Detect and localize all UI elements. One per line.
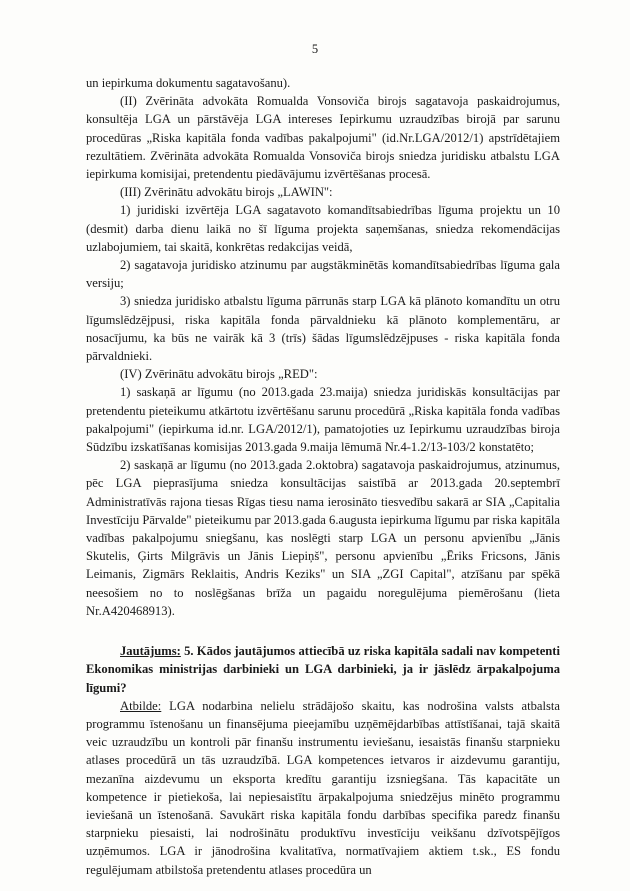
question-label: Jautājums: xyxy=(120,644,181,659)
paragraph-red-item-1: 1) saskaņā ar līgumu (no 2013.gada 23.maija) sniedza juridiskās konsultācijas par pretendentu pieteikumu atkārtotu izvērtēšanu sarunu procedūrā „Riska kapitāla fonda vadības pakalpojumi" (iepirkuma id.nr. LGA/2012/1), pamatojoties uz Iepirkumu uzraudzības biroja Sūdzību izskatīšanas komisijas 2013.gada 9.maija lēmumā Nr.4-1.2/13-103/2 konstatēto; xyxy=(86,385,560,455)
paragraph-red-heading: (IV) Zvērinātu advokātu birojs „RED": xyxy=(120,367,318,382)
document-body xyxy=(86,74,560,879)
paragraph-vonsovics: (II) Zvērināta advokāta Romualda Vonsoviča birojs sagatavoja paskaidrojumus, konsultēja LGA un pārstāvēja LGA intereses Iepirkumu uzraudzības birojā par sarunu procedūras „Riska kapitāla fonda vadības pakalpojumi" (id.Nr.LGA/2012/1) apstrīdētajiem rezultātiem. Zvērināta advokāta Romualda Vonsoviča birojs sniedza juridisku atbalstu LGA iepirkuma komisijai, pretendentu piedāvājumu izvērtēšanas procesā. xyxy=(86,94,560,182)
paragraph-lawin-heading: (III) Zvērinātu advokātu birojs „LAWIN": xyxy=(120,185,333,200)
answer-5 xyxy=(86,697,560,879)
section-gap xyxy=(86,620,560,642)
paragraph-red-item-2: 2) saskaņā ar līgumu (no 2013.gada 2.oktobra) sagatavoja paskaidrojumus, atzinumus, pēc LGA pieprasījuma sniedza konsultācijas saistībā ar 2013.gada 20.septembrī Administratīvās rajona tiesas Rīgas tiesu nama ierosināto tiesvedību sakarā ar SIA „Capitalia Investīciju Pārvalde" pieteikumu par 2013.gada 6.augusta iepirkuma līgumu par riska kapitāla vadības pakalpojumu sniegšanu, kas noslēgti starp LGA un personu apvienību „Jānis Skutelis, Ģirts Milgrāvis un Jānis Liepiņš", personu apvienību „Ēriks Fricsons, Jānis Leimanis, Zigmārs Reklaitis, Andris Keziks" un SIA „ZGI Capital", atzīšanu par spēkā neesošiem no to noslēgšanas brīža un pagaidu noregulējuma piemērošanu (lieta Nr.A420468913). xyxy=(86,458,560,618)
paragraph-lawin-item-2: 2) sagatavoja juridisko atzinumu par augstākminētās komandītsabiedrības līguma gala versiju; xyxy=(86,258,560,291)
page-number: 5 xyxy=(311,42,319,56)
paragraph-lawin-item-3: 3) sniedza juridisko atbalstu līguma pārrunās starp LGA kā plānoto komandītu un otru līgumslēdzējpusi, riska kapitāla fonda pārvaldnieku kā plānoto komplementāru, ar nosacījumu, ka būs ne vairāk kā 3 (trīs) šādas līgumslēdzējpuses - riska kapitāla fonda pārvaldniekі. xyxy=(86,294,560,364)
question-text: 5. Kādos jautājumos attiecībā uz riska kapitāla sadali nav kompetenti Ekonomikas ministrijas darbinieki un LGA darbinieki, ja ir jāslēdz ārpakalpojuma līgumi? xyxy=(86,644,560,695)
paragraph-continuation: un iepirkuma dokumentu sagatavošanu). xyxy=(86,76,291,90)
answer-label: Atbilde: xyxy=(120,698,162,713)
question-5 xyxy=(86,642,560,697)
paragraph-lawin-item-1: 1) juridiski izvērtēja LGA sagatavoto komandītsabiedrības līguma projektu un 10 (desmit) darba dienu laikā no šī līguma projekta saņemšanas, sniedza rekomendācijas uzlabojumiem, tai skaitā, konkrētas redakcijas veidā, xyxy=(86,203,560,254)
answer-text: LGA nodarbina nelielu strādājošo skaitu, kas nodrošina valsts atbalsta programmu īstenošanu un finansējuma pieejamību uzņēmējdarbības attīstīšanai, tajā skaitā veic uzraudzību un kontroli pār finanšu instrumentu ieviešanu, iesaistās finanšu starpnieku atlases procedūrā un tās uzraudzībā. LGA kompetences ietvaros ir aizdevumu garantiju, mezanīna aizdevumu un eksporta kredītu garantiju izsniegšana. Tās kapacitāte un kompetence ir pietiekoša, lai nepiesaistītu ārpakalpojuma sniedzējus minēto programmu ieviešanā un īstenošanā. Savukārt riska kapitāla fondu darbības specifika paredz finanšu starpnieku piesaisti, lai nodrošinātu produktīvu investīciju veikšanu dzīvotspējīgos uzņēmumos. LGA ir jānodrošina kvalitatīva, normatīvajiem aktiem t.sk., ES fondu regulējumam atbilstoša pretendentu atlases procedūra un xyxy=(86,698,560,877)
